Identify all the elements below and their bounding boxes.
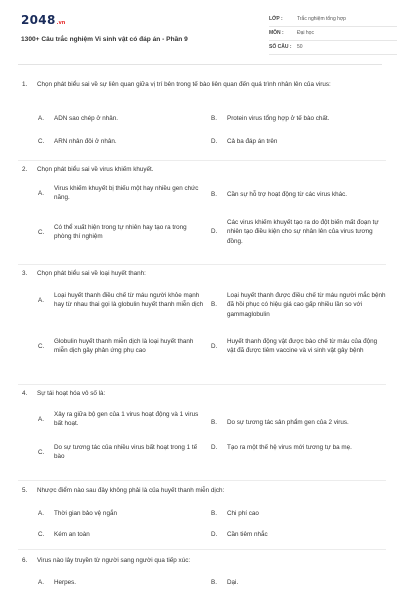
question-6 bbox=[18, 556, 386, 596]
answer-option-b[interactable] bbox=[206, 291, 386, 319]
question-3 bbox=[18, 269, 386, 384]
answer-option-a[interactable] bbox=[18, 509, 204, 518]
option-letter: B. bbox=[211, 579, 217, 586]
answer-option-c[interactable] bbox=[18, 530, 204, 539]
option-letter: A. bbox=[38, 115, 44, 122]
option-text: Virus khiếm khuyết bị thiếu một hay nhiều gen chức năng. bbox=[54, 185, 199, 202]
question-text: Sự tái hoạt hóa vô số là: bbox=[37, 390, 106, 397]
option-text: Các virus khiếm khuyết tạo ra do đột biến mất đoạn tự nhiên tạo điều kiện cho sự nhân lên của virus tương đồng. bbox=[227, 219, 379, 245]
option-text: Cần tiêm nhắc bbox=[227, 531, 268, 538]
option-text: Protein virus tổng hợp ở tế bào chất. bbox=[227, 115, 330, 122]
question-divider bbox=[18, 480, 386, 481]
question-divider bbox=[18, 264, 386, 265]
question-number: 4. bbox=[22, 390, 28, 397]
option-text: Herpes. bbox=[54, 579, 77, 586]
option-text: Kém an toàn bbox=[54, 531, 90, 538]
meta-row-class bbox=[269, 13, 397, 27]
option-letter: A. bbox=[38, 296, 44, 304]
option-letter: C. bbox=[38, 531, 45, 538]
option-letter: D. bbox=[211, 228, 218, 236]
option-text: ARN nhân đôi ở nhân. bbox=[54, 138, 117, 145]
option-letter: B. bbox=[211, 301, 217, 309]
option-letter: D. bbox=[211, 342, 218, 350]
answer-option-c[interactable] bbox=[18, 223, 204, 242]
answer-option-d[interactable] bbox=[206, 530, 386, 539]
option-letter: A. bbox=[38, 189, 44, 197]
logo-number: 2048 bbox=[21, 13, 56, 27]
logo-suffix: .vn bbox=[56, 20, 66, 26]
option-letter: D. bbox=[211, 444, 218, 451]
meta-value: 50 bbox=[297, 43, 303, 50]
option-text: Chi phí cao bbox=[227, 510, 259, 517]
option-text: ADN sao chép ở nhân. bbox=[54, 115, 118, 122]
option-text: Do sự tương tác sản phẩm gen của 2 virus. bbox=[227, 419, 349, 426]
meta-row-subject bbox=[269, 27, 397, 41]
question-number: 3. bbox=[22, 270, 28, 277]
question-divider bbox=[18, 160, 386, 161]
question-5 bbox=[18, 486, 386, 546]
question-1 bbox=[18, 80, 386, 154]
answer-option-a[interactable] bbox=[18, 291, 204, 310]
answer-option-d[interactable] bbox=[206, 218, 386, 246]
option-text: Huyết thanh động vật được bào chế từ máu của động vật đã được tiêm vaccine và vi sinh vật gây bệnh bbox=[227, 338, 378, 355]
document-meta-table bbox=[269, 13, 397, 55]
option-text: Globulin huyết thanh miễn dịch là loại huyết thanh miễn dịch gây phản ứng phụ cao bbox=[54, 338, 194, 355]
option-letter: C. bbox=[38, 342, 45, 350]
document-title: 1300+ Câu trắc nghiệm Vi sinh vật có đáp án - Phần 9 bbox=[21, 36, 188, 43]
option-letter: B. bbox=[211, 419, 217, 426]
answer-option-c[interactable] bbox=[18, 337, 204, 356]
answer-option-b[interactable] bbox=[206, 418, 386, 427]
option-letter: B. bbox=[211, 191, 217, 198]
answer-option-d[interactable] bbox=[206, 137, 386, 146]
question-number: 1. bbox=[22, 81, 28, 88]
page-header bbox=[18, 0, 382, 65]
option-text: Xảy ra giữa bộ gen của 1 virus hoạt động và 1 virus bất hoạt. bbox=[54, 411, 199, 428]
option-letter: C. bbox=[38, 448, 45, 456]
option-letter: A. bbox=[38, 510, 44, 517]
question-text: Chọn phát biểu sai về loại huyết thanh: bbox=[37, 270, 146, 277]
question-4 bbox=[18, 389, 386, 479]
question-number: 5. bbox=[22, 487, 28, 494]
option-text: Loại huyết thanh được điều chế từ máu người mắc bệnh đã hồi phục có hiệu giá cao gấp nhiều lần so với gammaglobulin bbox=[227, 292, 386, 318]
answer-option-c[interactable] bbox=[18, 137, 198, 146]
question-text: Nhược điểm nào sau đây không phải là của huyết thanh miễn dịch: bbox=[37, 487, 225, 494]
answer-option-b[interactable] bbox=[206, 578, 386, 587]
option-letter: B. bbox=[211, 510, 217, 517]
option-text: Thời gian bảo vệ ngắn bbox=[54, 510, 117, 517]
meta-label: SỐ CÂU : bbox=[269, 43, 292, 50]
option-text: Loại huyết thanh điều chế từ máu người khỏe mạnh hay từ nhau thai gọi là globulin huyết thanh miễn dịch bbox=[54, 292, 204, 309]
answer-option-c[interactable] bbox=[18, 443, 204, 462]
option-text: Cần sự hỗ trợ hoạt động từ các virus khác. bbox=[227, 191, 348, 198]
question-number: 2. bbox=[22, 166, 28, 173]
question-divider bbox=[18, 549, 386, 550]
option-text: Có thể xuất hiện trong tự nhiên hay tạo ra trong phòng thí nghiệm bbox=[54, 224, 187, 241]
answer-option-b[interactable] bbox=[206, 190, 386, 199]
answer-option-b[interactable] bbox=[206, 509, 386, 518]
option-letter: A. bbox=[38, 415, 44, 423]
site-logo[interactable] bbox=[21, 11, 65, 29]
option-text: Dại. bbox=[227, 579, 239, 586]
question-divider bbox=[18, 384, 386, 385]
answer-option-d[interactable] bbox=[206, 337, 386, 356]
meta-label: LỚP : bbox=[269, 15, 283, 22]
question-2 bbox=[18, 165, 386, 265]
meta-row-count bbox=[269, 41, 397, 55]
answer-option-d[interactable] bbox=[206, 443, 386, 452]
meta-label: MÔN : bbox=[269, 29, 284, 36]
option-letter: D. bbox=[211, 531, 218, 538]
option-text: Tạo ra một thế hệ virus mới tương tự ba mẹ. bbox=[227, 444, 352, 451]
option-letter: D. bbox=[211, 138, 218, 145]
option-letter: B. bbox=[211, 115, 217, 122]
answer-option-a[interactable] bbox=[18, 114, 198, 123]
option-letter: A. bbox=[38, 579, 44, 586]
answer-option-a[interactable] bbox=[18, 184, 204, 203]
answer-option-a[interactable] bbox=[18, 578, 204, 587]
option-text: Do sự tương tác của nhiều virus bất hoạt trong 1 tế bào bbox=[54, 444, 198, 461]
answer-option-a[interactable] bbox=[18, 410, 204, 429]
answer-option-b[interactable] bbox=[206, 114, 386, 123]
option-letter: C. bbox=[38, 138, 45, 145]
meta-value: Trắc nghiệm tổng hợp bbox=[297, 15, 346, 22]
option-text: Cả ba đáp án trên bbox=[227, 138, 278, 145]
meta-value: Đại học bbox=[297, 29, 314, 36]
question-text: Chọn phát biểu sai về virus khiếm khuyết. bbox=[37, 166, 154, 173]
question-text: Chọn phát biểu sai về sự liên quan giữa vị trí bên trong tế bào liên quan đến quá trình nhân lên của virus: bbox=[37, 81, 331, 88]
option-letter: C. bbox=[38, 228, 45, 236]
question-text: Virus nào lây truyền từ người sang người qua tiếp xúc: bbox=[37, 557, 191, 564]
question-number: 6. bbox=[22, 557, 28, 564]
